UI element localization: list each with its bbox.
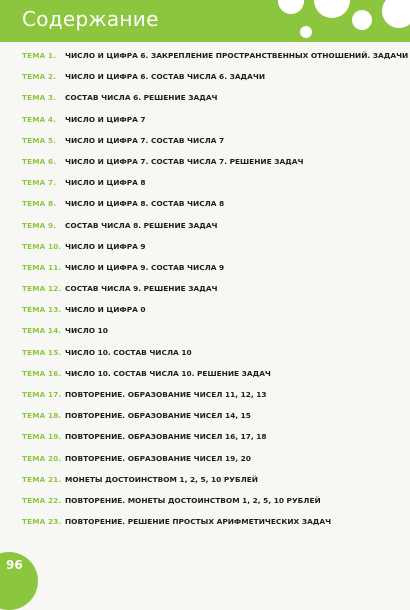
- toc-entry: [22, 263, 402, 284]
- toc-entry: [22, 496, 402, 517]
- toc-entry-label: ТЕМА 14.: [22, 326, 62, 336]
- toc-entry-label: ТЕМА 17.: [22, 390, 62, 399]
- toc-entry-label: ТЕМА 8.: [22, 199, 57, 209]
- toc-entry-text: ЧИСЛО И ЦИФРА 0: [65, 305, 146, 315]
- toc-entry: [22, 51, 409, 72]
- toc-entry: [22, 432, 402, 453]
- toc-entry-label: ТЕМА 5.: [22, 135, 57, 145]
- toc-entry-text: ЧИСЛО 10: [65, 326, 108, 336]
- toc-entry-text: СОСТАВ ЧИСЛА 6. РЕШЕНИЕ ЗАДАЧ: [65, 93, 218, 103]
- decorative-dot: [300, 26, 312, 38]
- toc-entry-label: ТЕМА 3.: [22, 93, 57, 103]
- toc-entry-label: ТЕМА 16.: [22, 368, 62, 378]
- toc-entry: [22, 411, 402, 432]
- toc-entry-label: ТЕМА 23.: [22, 517, 62, 527]
- toc-entry-text: ЧИСЛО 10. СОСТАВ ЧИСЛА 10. РЕШЕНИЕ ЗАДАЧ: [65, 368, 271, 378]
- toc-entry-text: ЧИСЛО И ЦИФРА 7: [65, 114, 146, 124]
- toc-entry: [22, 242, 402, 263]
- toc-entry: [22, 136, 402, 157]
- toc-entry-text: ПОВТОРЕНИЕ. ОБРАЗОВАНИЕ ЧИСЕЛ 11, 12, 13: [65, 390, 267, 399]
- toc-entry: [22, 115, 402, 136]
- toc-entry: [22, 475, 402, 496]
- toc-entry: [22, 157, 402, 178]
- page-number: 96: [6, 558, 23, 572]
- toc-entry-label: ТЕМА 9.: [22, 220, 57, 230]
- decorative-dot: [314, 0, 350, 18]
- toc-entry-text: ПОВТОРЕНИЕ. ОБРАЗОВАНИЕ ЧИСЕЛ 19, 20: [65, 453, 251, 463]
- toc-entry: [22, 390, 402, 411]
- toc-entry-text: СОСТАВ ЧИСЛА 8. РЕШЕНИЕ ЗАДАЧ: [65, 220, 218, 230]
- toc-entry-label: ТЕМА 2.: [22, 72, 57, 82]
- toc-entry-text: ПОВТОРЕНИЕ. ОБРАЗОВАНИЕ ЧИСЕЛ 16, 17, 18: [65, 432, 267, 442]
- toc-entry: [22, 326, 402, 347]
- toc-entry: [22, 284, 402, 305]
- toc-entry-text: ПОВТОРЕНИЕ. РЕШЕНИЕ ПРОСТЫХ АРИФМЕТИЧЕСКИХ ЗАДАЧ: [65, 517, 332, 527]
- toc-entry: [22, 305, 402, 326]
- toc-entry-text: ЧИСЛО И ЦИФРА 9. СОСТАВ ЧИСЛА 9: [65, 262, 225, 272]
- toc-entry-text: ЧИСЛО И ЦИФРА 8: [65, 178, 146, 188]
- toc-entry: [22, 348, 402, 369]
- toc-entry-label: ТЕМА 7.: [22, 178, 57, 188]
- toc-entry: [22, 369, 402, 390]
- toc-entry: [22, 517, 402, 538]
- toc-entry-label: ТЕМА 20.: [22, 453, 62, 463]
- toc-entry: [22, 454, 402, 475]
- toc-entry-text: ПОВТОРЕНИЕ. ОБРАЗОВАНИЕ ЧИСЕЛ 14, 15: [65, 411, 251, 421]
- decorative-dot: [352, 10, 372, 30]
- decorative-dot: [278, 0, 304, 14]
- toc-entry-label: ТЕМА 10.: [22, 241, 62, 251]
- toc-entry-text: ЧИСЛО И ЦИФРА 6. СОСТАВ ЧИСЛА 6. ЗАДАЧИ: [65, 72, 266, 82]
- toc-entry: [22, 72, 402, 93]
- toc-entry: [22, 199, 402, 220]
- toc-entry-label: ТЕМА 4.: [22, 114, 57, 124]
- toc-entry: [22, 93, 402, 114]
- header-banner: [0, 0, 410, 42]
- toc-entry-text: ЧИСЛО И ЦИФРА 9: [65, 241, 146, 251]
- toc-entry-text: ЧИСЛО 10. СОСТАВ ЧИСЛА 10: [65, 347, 192, 357]
- toc-entry-label: ТЕМА 22.: [22, 495, 62, 505]
- toc-entry-text: ЧИСЛО И ЦИФРА 6. ЗАКРЕПЛЕНИЕ ПРОСТРАНСТВЕННЫХ ОТНОШЕНИЙ. ЗАДАЧИ: [65, 51, 409, 60]
- toc-entry-text: ЧИСЛО И ЦИФРА 7. СОСТАВ ЧИСЛА 7: [65, 135, 225, 145]
- toc-entry-label: ТЕМА 12.: [22, 284, 62, 294]
- toc-entry-label: ТЕМА 15.: [22, 347, 62, 357]
- toc-entry-label: ТЕМА 11.: [22, 262, 62, 272]
- toc-entry: [22, 221, 402, 242]
- table-of-contents: [22, 51, 409, 538]
- toc-entry-text: ПОВТОРЕНИЕ. МОНЕТЫ ДОСТОИНСТВОМ 1, 2, 5, 10 РУБЛЕЙ: [65, 495, 321, 505]
- toc-entry-label: ТЕМА 19.: [22, 432, 62, 442]
- toc-entry-label: ТЕМА 21.: [22, 474, 62, 484]
- page-title: Содержание: [22, 7, 159, 31]
- toc-entry-text: СОСТАВ ЧИСЛА 9. РЕШЕНИЕ ЗАДАЧ: [65, 284, 218, 294]
- toc-entry-label: ТЕМА 1.: [22, 51, 57, 60]
- decorative-dot: [382, 0, 410, 28]
- toc-entry-label: ТЕМА 13.: [22, 305, 62, 315]
- toc-entry-text: ЧИСЛО И ЦИФРА 8. СОСТАВ ЧИСЛА 8: [65, 199, 225, 209]
- toc-entry-text: ЧИСЛО И ЦИФРА 7. СОСТАВ ЧИСЛА 7. РЕШЕНИЕ ЗАДАЧ: [65, 156, 304, 166]
- toc-entry-label: ТЕМА 6.: [22, 156, 57, 166]
- toc-entry: [22, 178, 402, 199]
- toc-entry-label: ТЕМА 18.: [22, 411, 62, 421]
- toc-entry-text: МОНЕТЫ ДОСТОИНСТВОМ 1, 2, 5, 10 РУБЛЕЙ: [65, 474, 258, 484]
